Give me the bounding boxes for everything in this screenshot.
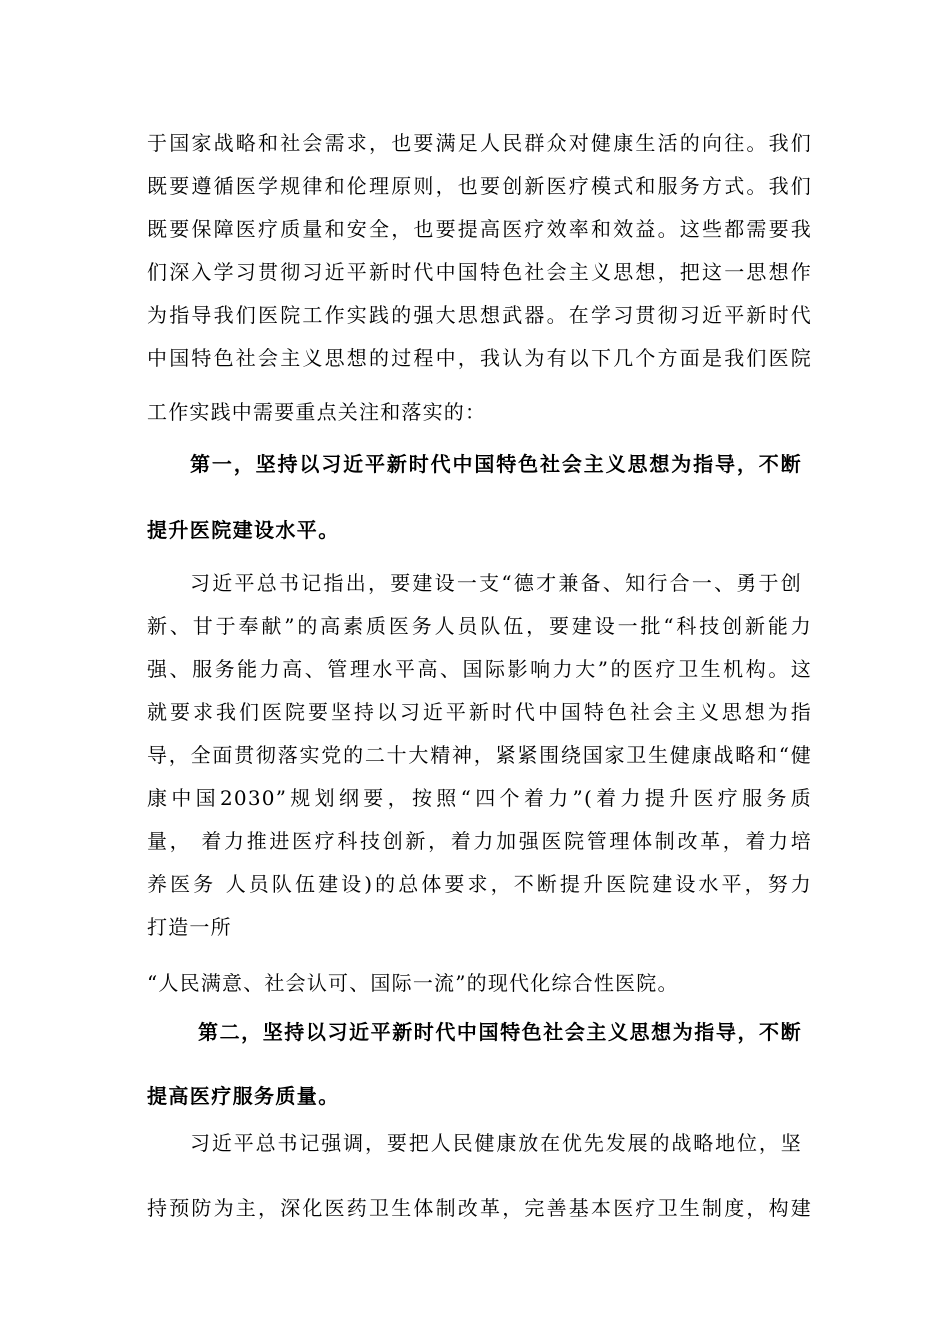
- paragraph-3-line-1: 习近平总书记强调，要把人民健康放在优先发展的战略地位，坚: [190, 1131, 802, 1155]
- paragraph-2-line-7: 量， 着力推进医疗科技创新，着力加强医院管理体制改革，着力培: [147, 829, 812, 853]
- paragraph-1-line-6: 中国特色社会主义思想的过程中，我认为有以下几个方面是我们医院: [147, 346, 812, 370]
- paragraph-1-line-5: 为指导我们医院工作实践的强大思想武器。在学习贯彻习近平新时代: [147, 303, 812, 327]
- paragraph-2-line-9: 打造一所: [147, 915, 232, 939]
- paragraph-2-line-6: 康中国2030”规划纲要，按照“四个着力”(着力提升医疗服务质: [147, 786, 812, 810]
- heading-2-line-2: 提高医疗服务质量。: [147, 1084, 340, 1108]
- paragraph-1-line-4: 们深入学习贯彻习近平新时代中国特色社会主义思想，把这一思想作: [147, 260, 812, 284]
- paragraph-2-line-8: 养医务 人员队伍建设)的总体要求，不断提升医院建设水平，努力: [147, 872, 812, 896]
- paragraph-1-line-1: 于国家战略和社会需求，也要满足人民群众对健康生活的向往。我们: [147, 131, 812, 155]
- paragraph-1-line-2: 既要遵循医学规律和伦理原则，也要创新医疗模式和服务方式。我们: [147, 174, 812, 198]
- heading-1-line-1: 第一，坚持以习近平新时代中国特色社会主义思想为指导，不断: [190, 452, 802, 476]
- heading-2-line-1: 第二，坚持以习近平新时代中国特色社会主义思想为指导，不断: [198, 1020, 802, 1044]
- paragraph-3-line-2: 持预防为主，深化医药卫生体制改革，完善基本医疗卫生制度，构建: [147, 1196, 812, 1220]
- paragraph-2-line-4: 就要求我们医院要坚持以习近平新时代中国特色社会主义思想为指: [147, 700, 812, 724]
- paragraph-1-line-7: 工作实践中需要重点关注和落实的：: [147, 400, 487, 424]
- heading-1-line-2: 提升医院建设水平。: [147, 518, 340, 542]
- paragraph-2-line-2: 新、甘于奉献”的高素质医务人员队伍，要建设一批“科技创新能力: [147, 614, 812, 638]
- paragraph-2-line-1: 习近平总书记指出，要建设一支“德才兼备、知行合一、勇于创: [190, 571, 802, 595]
- paragraph-1-line-3: 既要保障医疗质量和安全，也要提高医疗效率和效益。这些都需要我: [147, 217, 812, 241]
- paragraph-2-line-5: 导，全面贯彻落实党的二十大精神，紧紧围绕国家卫生健康战略和“健: [147, 743, 812, 767]
- paragraph-2-line-10: “人民满意、社会认可、国际一流”的现代化综合性医院。: [147, 971, 679, 995]
- paragraph-2-line-3: 强、服务能力高、管理水平高、国际影响力大”的医疗卫生机构。这: [147, 657, 812, 681]
